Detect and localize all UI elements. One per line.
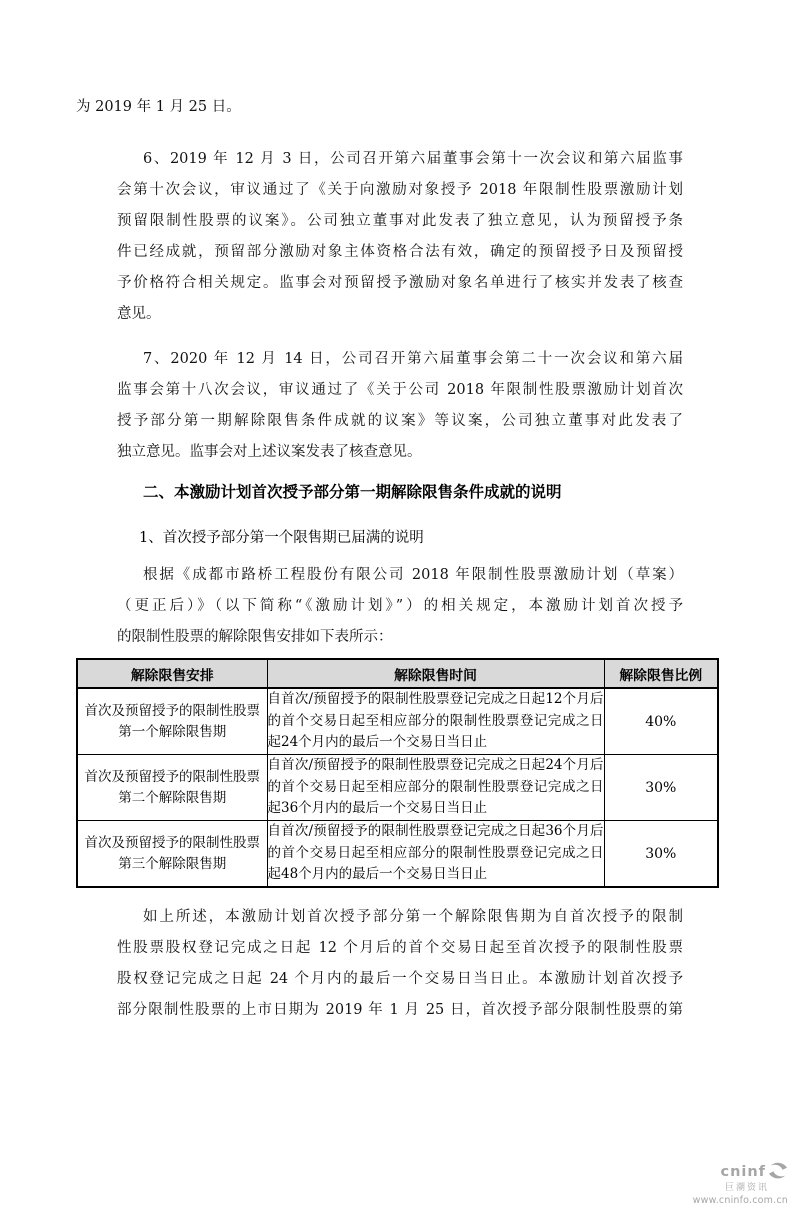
table-row — [77, 755, 718, 821]
continuation-line: 为 2019 年 1 月 25 日。 — [76, 99, 241, 115]
table-row — [77, 688, 718, 755]
table-row — [77, 821, 718, 888]
text-line: 7、2020 年 12 月 14 日，公司召开第六届董事会第二十一次会议和第六届 — [143, 351, 683, 367]
text-line: 会第十次会议，审议通过了《关于向激励对象授予 2018 年限制性股票激励计划 — [117, 182, 683, 198]
cell-ratio: 30% — [604, 755, 718, 821]
text-line: 部分限制性股票的上市日期为 2019 年 1 月 25 日，首次授予部分限制性股票的第 — [117, 1002, 683, 1018]
basis-paragraph — [117, 560, 683, 653]
text-line: 预留限制性股票的议案》。公司独立董事对此发表了独立意见，认为预留授予条 — [117, 213, 683, 229]
table-header-row — [77, 659, 718, 688]
release-schedule-table — [76, 658, 719, 888]
cninfo-chinese-name: 巨潮资讯 — [724, 1182, 769, 1193]
paragraph-6 — [117, 144, 683, 330]
text-line: 授予部分第一期解除限售条件成就的议案》等议案，公司独立董事对此发表了 — [117, 413, 683, 429]
text-line: （更正后）》（以下简称“《激励计划》”）的相关规定，本激励计划首次授予 — [117, 598, 683, 614]
text-line: 根据《成都市路桥工程股份有限公司 2018 年限制性股票激励计划（草案） — [143, 567, 683, 583]
cell-ratio: 30% — [604, 821, 718, 888]
text-line: 件已经成就，预留部分激励对象主体资格合法有效，确定的预留授予日及预留授 — [117, 244, 683, 260]
cninfo-swirl-icon — [768, 1162, 788, 1183]
col-header-ratio: 解除限售比例 — [604, 659, 718, 688]
cninfo-watermark — [693, 1162, 788, 1206]
paragraph-7 — [117, 344, 683, 468]
cninfo-website: www.cninfo.com.cn — [692, 1194, 788, 1206]
text-line: 如上所述，本激励计划首次授予部分第一个解除限售期为自首次授予的限制 — [143, 909, 683, 925]
cell-time: 自首次/预留授予的限制性股票登记完成之日起12个月后的首个交易日起至相应部分的限制性股票登记完成之日起24个月内的最后一个交易日当日止 — [267, 688, 604, 755]
page-content — [76, 92, 717, 1026]
text-line: 性股票股权登记完成之日起 12 个月后的首个交易日起至首次授予的限制性股票 — [117, 940, 683, 956]
col-header-arrangement: 解除限售安排 — [77, 659, 267, 688]
cell-arrangement: 首次及预留授予的限制性股票第三个解除限售期 — [77, 821, 267, 888]
text-line: 6、2019 年 12 月 3 日，公司召开第六届董事会第十一次会议和第六届监事 — [143, 151, 683, 167]
cninfo-logo — [693, 1162, 788, 1183]
text-line: 意见。 — [117, 306, 161, 322]
text-line: 的限制性股票的解除限售安排如下表所示： — [117, 629, 393, 645]
cell-arrangement: 首次及预留授予的限制性股票第二个解除限售期 — [77, 755, 267, 821]
sub-heading: 1、首次授予部分第一个限售期已届满的说明 — [139, 530, 424, 546]
text-line: 股权登记完成之日起 24 个月内的最后一个交易日当日止。本激励计划首次授予 — [117, 971, 683, 987]
text-line: 监事会第十八次会议，审议通过了《关于公司 2018 年限制性股票激励计划首次 — [117, 382, 683, 398]
cell-arrangement: 首次及预留授予的限制性股票第一个解除限售期 — [77, 688, 267, 755]
cell-time: 自首次/预留授予的限制性股票登记完成之日起36个月后的首个交易日起至相应部分的限制性股票登记完成之日起48个月内的最后一个交易日当日止 — [267, 821, 604, 888]
text-line: 独立意见。监事会对上述议案发表了核查意见。 — [117, 444, 422, 460]
text-line: 予价格符合相关规定。监事会对预留授予激励对象名单进行了核实并发表了核查 — [117, 275, 683, 291]
col-header-time: 解除限售时间 — [267, 659, 604, 688]
section-heading: 二、本激励计划首次授予部分第一期解除限售条件成就的说明 — [143, 482, 562, 501]
cell-time: 自首次/预留授予的限制性股票登记完成之日起24个月后的首个交易日起至相应部分的限制性股票登记完成之日起36个月内的最后一个交易日当日止 — [267, 755, 604, 821]
document-page — [0, 92, 794, 1206]
cninfo-logo-text: cninf — [720, 1163, 766, 1180]
cell-ratio: 40% — [604, 688, 718, 755]
closing-paragraph — [117, 902, 683, 1026]
